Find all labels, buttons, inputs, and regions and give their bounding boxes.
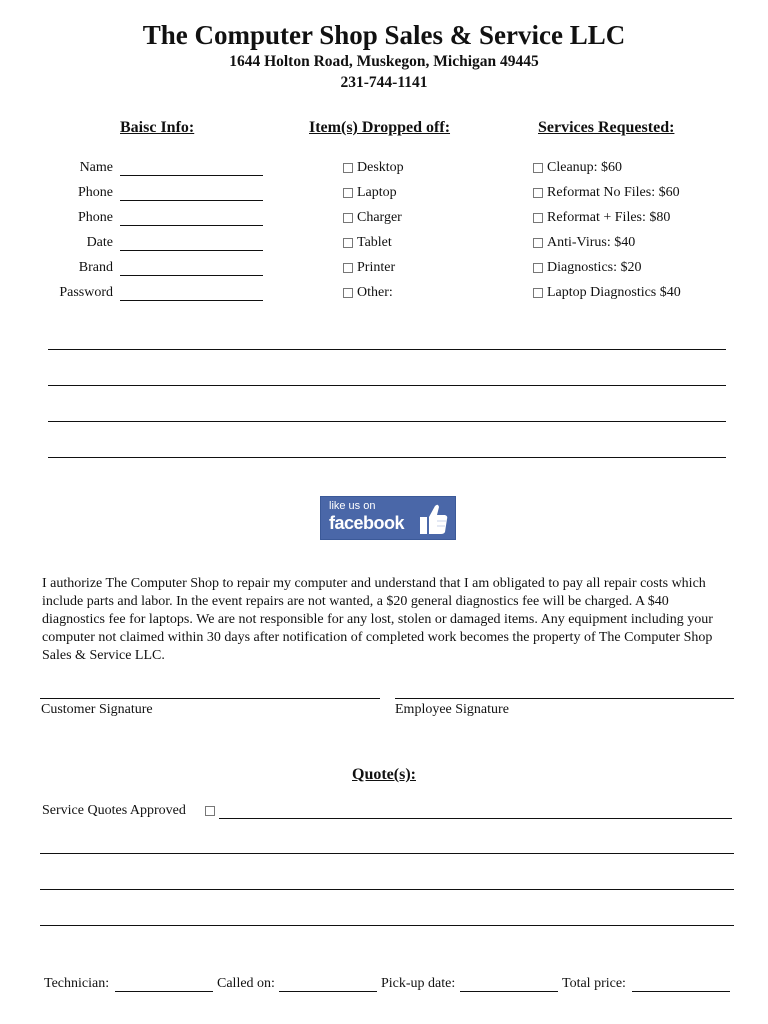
- laptop-label: Laptop: [357, 185, 397, 200]
- diagnostics-checkbox[interactable]: [533, 263, 543, 273]
- charger-label: Charger: [357, 210, 402, 225]
- company-phone: 231-744-1141: [340, 74, 428, 91]
- printer-label: Printer: [357, 260, 396, 275]
- reformat-files-label: Reformat + Files: $80: [547, 210, 671, 225]
- called-on-label: Called on:: [217, 976, 275, 991]
- quotes-approved-label: Service Quotes Approved: [42, 803, 186, 818]
- company-address: 1644 Holton Road, Muskegon, Michigan 49445: [229, 53, 539, 70]
- phone-2-label: Phone: [78, 210, 113, 225]
- reformat-files-checkbox[interactable]: [533, 213, 543, 223]
- quotes-approved-line[interactable]: [219, 818, 732, 819]
- pickup-date-field[interactable]: [460, 991, 558, 992]
- anti-virus-label: Anti-Virus: $40: [547, 235, 636, 250]
- quotes-approved-checkbox[interactable]: [205, 806, 215, 816]
- tablet-checkbox[interactable]: [343, 238, 353, 248]
- employee-signature-label: Employee Signature: [395, 702, 509, 717]
- reformat-no-files-label: Reformat No Files: $60: [547, 185, 680, 200]
- items-dropped-heading: Item(s) Dropped off:: [309, 119, 451, 136]
- authorization-text: I authorize The Computer Shop to repair my computer and understand that I am obligated to pay all repair costs which include parts and labor. In the event repairs are not wanted, a $20 general diagnostics fee will be charged. A $40 diagnostics fee for laptops. We are not responsible for any lost, stolen or damaged items. Any equipment including your computer not claimed within 30 days after notification of completed work becomes the property of The Computer Shop Sales & Service LLC.: [42, 576, 713, 663]
- technician-field[interactable]: [115, 991, 213, 992]
- anti-virus-checkbox[interactable]: [533, 238, 543, 248]
- facebook-like-badge[interactable]: [320, 496, 456, 540]
- charger-checkbox[interactable]: [343, 213, 353, 223]
- tablet-label: Tablet: [357, 235, 392, 250]
- laptop-checkbox[interactable]: [343, 188, 353, 198]
- desktop-label: Desktop: [357, 160, 404, 175]
- basic-info-heading: Baisc Info:: [120, 119, 195, 136]
- quote-line[interactable]: [40, 925, 734, 926]
- notes-line[interactable]: [48, 457, 726, 458]
- phone-field[interactable]: [120, 200, 263, 201]
- name-field[interactable]: [120, 175, 263, 176]
- cleanup-checkbox[interactable]: [533, 163, 543, 173]
- pickup-date-label: Pick-up date:: [381, 976, 456, 991]
- quote-line[interactable]: [40, 889, 734, 890]
- other-checkbox[interactable]: [343, 288, 353, 298]
- company-name: The Computer Shop Sales & Service LLC: [142, 20, 626, 50]
- customer-signature-line[interactable]: [40, 698, 380, 699]
- customer-signature-label: Customer Signature: [41, 702, 153, 717]
- desktop-checkbox[interactable]: [343, 163, 353, 173]
- phone-2-field[interactable]: [120, 225, 263, 226]
- password-field[interactable]: [120, 300, 263, 301]
- employee-signature-line[interactable]: [395, 698, 734, 699]
- password-label: Password: [59, 285, 113, 300]
- brand-label: Brand: [78, 260, 113, 275]
- called-on-field[interactable]: [279, 991, 377, 992]
- diagnostics-label: Diagnostics: $20: [547, 260, 642, 275]
- facebook-badge-wordmark: facebook: [329, 513, 405, 533]
- name-label: Name: [79, 160, 113, 175]
- notes-line[interactable]: [48, 349, 726, 350]
- thumbs-up-icon: [419, 502, 449, 536]
- total-price-label: Total price:: [562, 976, 626, 991]
- date-label: Date: [86, 235, 113, 250]
- notes-line[interactable]: [48, 385, 726, 386]
- total-price-field[interactable]: [632, 991, 730, 992]
- reformat-no-files-checkbox[interactable]: [533, 188, 543, 198]
- laptop-diagnostics-checkbox[interactable]: [533, 288, 543, 298]
- notes-line[interactable]: [48, 421, 726, 422]
- quotes-heading: [0, 765, 768, 785]
- other-label: Other:: [357, 285, 393, 300]
- quote-line[interactable]: [40, 853, 734, 854]
- technician-label: Technician:: [44, 976, 110, 991]
- cleanup-label: Cleanup: $60: [547, 160, 623, 175]
- printer-checkbox[interactable]: [343, 263, 353, 273]
- brand-field[interactable]: [120, 275, 263, 276]
- laptop-diagnostics-label: Laptop Diagnostics $40: [547, 285, 681, 300]
- services-heading: Services Requested:: [538, 119, 675, 136]
- facebook-badge-caption: like us on: [329, 500, 376, 512]
- quotes-heading-text: Quote(s):: [352, 766, 416, 783]
- date-field[interactable]: [120, 250, 263, 251]
- phone-label: Phone: [78, 185, 113, 200]
